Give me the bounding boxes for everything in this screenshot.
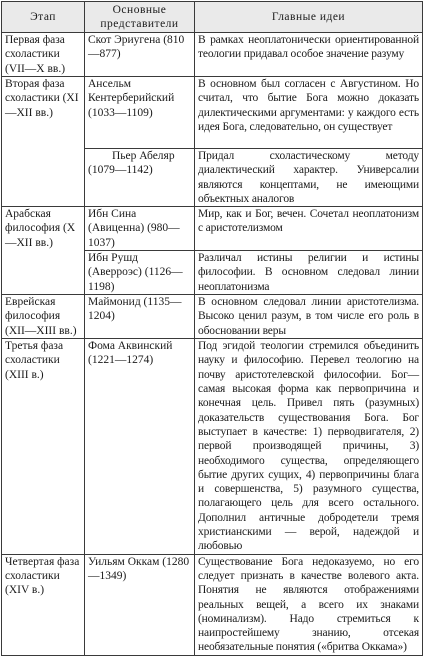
idea-cell: Под эгидой теологии стремился объединить науку и философию. Перевел теологию на почву аристотелевской философии. Бог— самая высокая форма как первопричина и конечная цель. Привел пять (разумных) доказательств существования Бога. Бог выступает в качестве: 1) перводвигателя, 2) первой производящей причины, 3) необходимого существа, определяющего бытие других сущих, 4) первопричины блага и совершенства, 5) разумного существа, полагающего цель для всего остального. Дополнил античные добродетели тремя христианскими — верой, надеждой и любовью	[195, 339, 423, 554]
idea-cell: В основном был согласен с Августином. Но считал, что бытие Бога можно доказать дилектическими аргументами: у каждого есть идея Бога, следовательно, он существует	[195, 77, 423, 149]
table-row	[2, 339, 423, 554]
representative-cell: Ибн Рушд (Аверроэс) (1126—1198)	[85, 251, 195, 295]
stage-cell: Вторая фаза схоластики (XI—XII вв.)	[2, 77, 85, 207]
philosophy-table	[1, 1, 423, 656]
idea-cell: Придал схоластическому методу диалектический характер. Универсалии являются концептами, не имеющими объектных аналогов	[195, 149, 423, 207]
stage-cell: Третья фаза схоластики (XIII в.)	[2, 339, 85, 554]
idea-cell: В рамках неоплатонически ориентированной теологии придавал особое значение разуму	[195, 33, 423, 77]
table-row	[2, 77, 423, 149]
table-row	[2, 295, 423, 339]
idea-cell: Различал истины религии и истины философии. В основном следовал линии неоплатонизма	[195, 251, 423, 295]
stage-cell: Еврейская философия (XII—XIII вв.)	[2, 295, 85, 339]
table-row	[2, 207, 423, 251]
representative-cell: Скот Эриугена (810—877)	[85, 33, 195, 77]
header-ideas: Главные идеи	[195, 2, 423, 33]
table-row	[2, 33, 423, 77]
idea-cell: В основном следовал линии аристотелизма. Высоко ценил разум, в том числе его роль в обосновании веры	[195, 295, 423, 339]
stage-cell: Четвертая фаза схоластики (XIV в.)	[2, 554, 85, 655]
representative-cell: Ансельм Кентерберийский (1033—1109)	[85, 77, 195, 149]
idea-cell: Мир, как и Бог, вечен. Сочетал неоплатонизм с аристотелизмом	[195, 207, 423, 251]
header-stage: Этап	[2, 2, 85, 33]
stage-cell: Арабская философия (X—XII вв.)	[2, 207, 85, 295]
representative-cell: Маймонид (1135—1204)	[85, 295, 195, 339]
representative-name: Пьер Абеляр (1079—1142)	[88, 150, 175, 177]
header-row	[2, 2, 423, 33]
representative-cell: Фома Аквинский (1221—1274)	[85, 339, 195, 554]
representative-cell	[85, 149, 195, 207]
representative-cell: Уильям Оккам (1280—1349)	[85, 554, 195, 655]
stage-cell: Первая фаза схоластики (VII—X вв.)	[2, 33, 85, 77]
table-row	[2, 554, 423, 655]
representative-cell: Ибн Сина (Авиценна) (980—1037)	[85, 207, 195, 251]
header-representatives: Основные представители	[85, 2, 195, 33]
idea-cell: Существование Бога недоказуемо, но его следует признать в качестве волевого акта. Понятия не являются отображениями реальных вещей, а всего их знаками (номинализм). Надо стремиться к наипростейшему знанию, отсекая необязательные понятия («бритва Оккама»)	[195, 554, 423, 655]
